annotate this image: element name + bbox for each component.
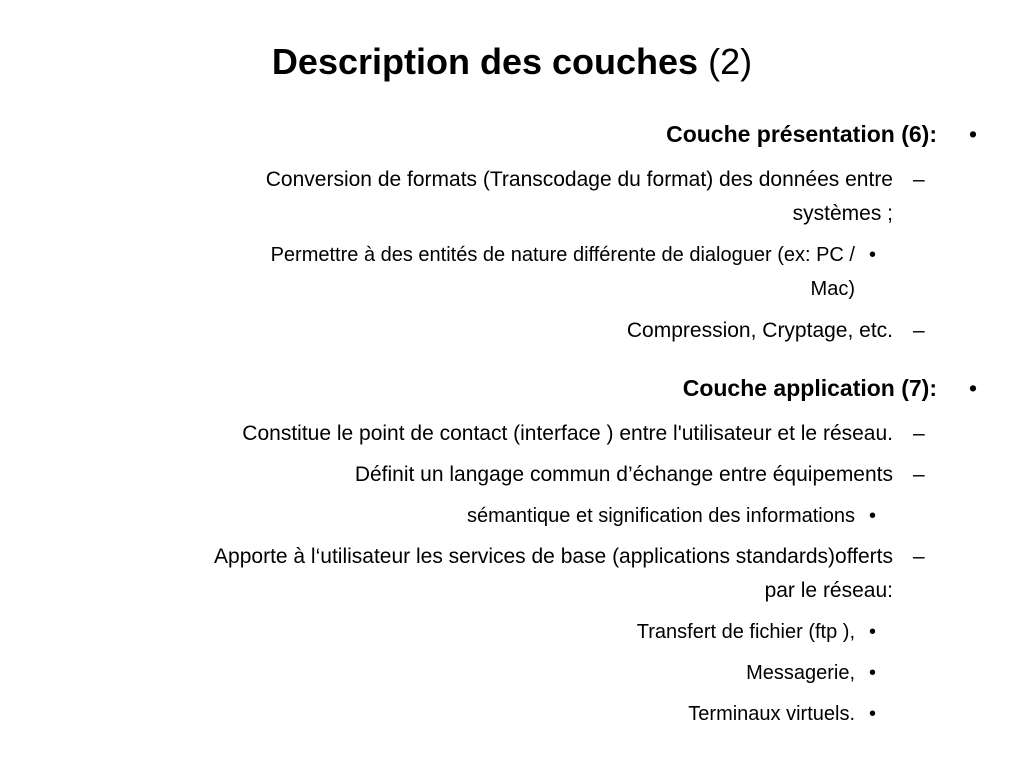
bullet-marker: • — [869, 505, 877, 527]
bullet-marker: • — [969, 375, 978, 401]
dash-marker: – — [913, 168, 925, 191]
bullet-text: Couche présentation (6): — [666, 121, 937, 147]
subsubitem-text-line2: Mac) — [810, 278, 855, 300]
slide-title — [0, 40, 1024, 84]
title-main: Description des couches — [271, 41, 699, 82]
subsubitem-text: Messagerie, — [746, 662, 855, 684]
subitem-text: Compression, Cryptage, etc. — [626, 319, 893, 342]
subsubitem-text-line1: Permettre à des entités de nature différente de dialoguer (ex: PC / — [270, 244, 855, 266]
dash-marker: – — [913, 463, 925, 486]
subitem-text-line2: systèmes ; — [792, 202, 893, 225]
title-suffix: (2) — [708, 41, 753, 82]
subitem-text-line1: Conversion de formats (Transcodage du format) des données entre — [265, 168, 893, 191]
dash-marker: – — [913, 422, 925, 445]
bullet-text: Couche application (7): — [682, 375, 937, 401]
bullet-marker: • — [869, 662, 877, 684]
subitem-text-line1: Apporte à l‘utilisateur les services de base (applications standards)offerts — [214, 545, 893, 568]
bullet-marker: • — [869, 703, 877, 725]
bullet-marker: • — [869, 621, 877, 643]
dash-marker: – — [913, 545, 925, 568]
bullet-marker: • — [969, 121, 978, 147]
bullet-marker: • — [869, 244, 877, 266]
subitem-text: Définit un langage commun d’échange entre équipements — [354, 463, 893, 486]
dash-marker: – — [913, 319, 925, 342]
subitem-text: Constitue le point de contact (interface ) entre l'utilisateur et le réseau. — [242, 422, 893, 445]
subsubitem-text: Terminaux virtuels. — [688, 703, 855, 725]
subitem-text-line2: par le réseau: — [764, 579, 893, 602]
subsubitem-text: Transfert de fichier (ftp ), — [636, 621, 855, 643]
subsubitem-text: sémantique et signification des informations — [467, 505, 855, 527]
